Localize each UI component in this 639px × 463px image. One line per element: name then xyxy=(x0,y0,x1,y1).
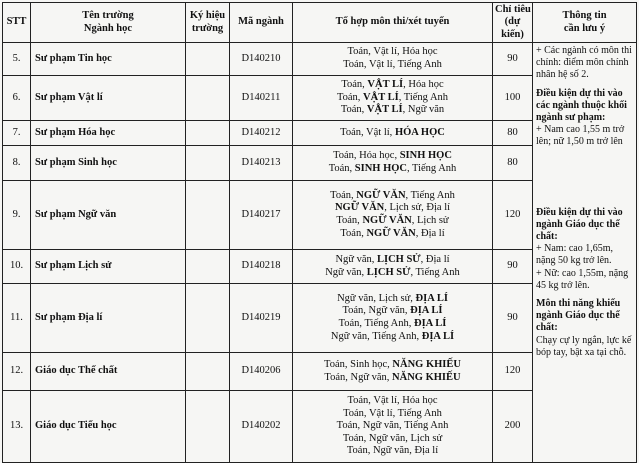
subject-combo-line xyxy=(295,202,490,215)
main-subject: NGỮ VĂN xyxy=(366,227,416,239)
note-main-subject: + Các ngành có môn thi chính: điểm môn chính nhân hệ số 2. xyxy=(536,45,632,81)
main-subject: LỊCH SỬ xyxy=(377,253,421,265)
row-quota: 80 xyxy=(493,146,533,181)
subject-text: Toán, Hóa học, xyxy=(333,150,400,162)
note-teacher-condition-title: Điều kiện dự thi vào các ngành thuộc khối ngành sư phạm: xyxy=(536,87,627,124)
main-subject: SINH HỌC xyxy=(399,150,452,162)
row-major-name: Sư phạm Ngữ văn xyxy=(31,181,186,250)
subject-text: Toán, xyxy=(330,189,357,201)
main-subject: SINH HỌC xyxy=(354,163,407,174)
header-name xyxy=(31,3,186,43)
row-major-code: D140206 xyxy=(230,353,293,391)
header-combo: Tổ hợp môn thi/xét tuyển xyxy=(293,3,493,43)
row-subject-combos xyxy=(293,121,493,146)
row-stt: 12. xyxy=(3,353,31,391)
main-subject: VẬT LÍ xyxy=(363,91,399,103)
subject-combo-line xyxy=(295,150,490,163)
row-stt: 6. xyxy=(3,76,31,121)
subject-text: Toán, Ngữ văn, Tiếng Anh xyxy=(336,420,449,432)
header-note xyxy=(533,3,637,43)
subject-text: Toán, Ngữ văn, Địa lí xyxy=(346,445,439,457)
row-school-code xyxy=(186,43,230,76)
main-subject: VẬT LÍ xyxy=(366,104,403,116)
row-major-code: D140217 xyxy=(230,181,293,250)
main-subject: ĐỊA LÍ xyxy=(415,292,448,304)
row-subject-combos xyxy=(293,284,493,353)
subject-text: Toán, Ngữ văn, xyxy=(342,305,411,317)
main-subject: ĐỊA LÍ xyxy=(410,305,443,317)
subject-text: Ngữ văn, Tiếng Anh, xyxy=(330,330,422,342)
row-subject-combos xyxy=(293,76,493,121)
row-school-code xyxy=(186,391,230,463)
row-school-code xyxy=(186,284,230,353)
subject-text: Toán, xyxy=(341,79,368,91)
subject-combo-line xyxy=(295,305,490,318)
header-name-line: Tên trường xyxy=(82,9,134,21)
header-quota-line: (dự xyxy=(504,16,521,28)
subject-combo-line xyxy=(295,59,490,72)
subject-text: Toán, xyxy=(340,227,367,239)
subject-text: , Tiếng Anh xyxy=(398,91,449,103)
row-stt: 13. xyxy=(3,391,31,463)
row-stt: 8. xyxy=(3,146,31,181)
subject-text: Toán, Sinh học, xyxy=(324,358,393,370)
subject-text: Toán, Vật lí, Tiếng Anh xyxy=(343,59,442,70)
subject-combo-line xyxy=(295,79,490,92)
row-major-name: Giáo dục Tiểu học xyxy=(31,391,186,463)
row-subject-combos xyxy=(293,391,493,463)
row-school-code xyxy=(186,250,230,284)
row-major-code: D140210 xyxy=(230,43,293,76)
row-major-code: D140212 xyxy=(230,121,293,146)
subject-combo-line xyxy=(295,190,490,203)
subject-text: , Địa lí xyxy=(415,227,445,239)
row-quota: 200 xyxy=(493,391,533,463)
row-major-name: Sư phạm Hóa học xyxy=(31,121,186,146)
table-body xyxy=(3,43,637,463)
row-school-code xyxy=(186,76,230,121)
row-major-code: D140213 xyxy=(230,146,293,181)
header-row xyxy=(3,3,637,43)
subject-combo-line xyxy=(295,92,490,105)
subject-text: Toán, Vật lí, Hóa học xyxy=(347,395,438,407)
note-pe-test: Chạy cự ly ngắn, lực kế bóp tay, bật xa tại chỗ. xyxy=(536,334,632,358)
main-subject: NGỮ VĂN xyxy=(356,189,406,201)
row-subject-combos xyxy=(293,250,493,284)
header-ky-hieu-line: trường xyxy=(191,22,224,34)
row-stt: 5. xyxy=(3,43,31,76)
row-stt: 7. xyxy=(3,121,31,146)
subject-combo-line xyxy=(295,420,490,433)
subject-combo-line xyxy=(295,331,490,344)
header-quota-line: kiến) xyxy=(501,28,524,40)
row-school-code xyxy=(186,181,230,250)
main-subject: HÓA HỌC xyxy=(394,126,445,138)
row-subject-combos xyxy=(293,43,493,76)
row-major-name: Sư phạm Sinh học xyxy=(31,146,186,181)
header-stt: STT xyxy=(3,3,31,43)
subject-text: , Tiếng Anh xyxy=(405,189,455,201)
subject-text: Ngữ văn, xyxy=(325,266,367,278)
note-teacher-condition: + Nam cao 1,55 m trở lên; nữ 1,50 m trở lên xyxy=(536,124,625,148)
subject-text: Toán, xyxy=(340,104,367,116)
subject-combo-line xyxy=(295,215,490,228)
row-quota: 120 xyxy=(493,353,533,391)
subject-combo-line xyxy=(295,46,490,59)
main-subject: NGỮ VĂN xyxy=(334,202,385,214)
table-row xyxy=(3,43,637,76)
header-ky-hieu-line: Ký hiệu xyxy=(189,9,226,21)
row-major-name: Sư phạm Lịch sử xyxy=(31,250,186,284)
subject-text: , Địa lí xyxy=(420,253,450,265)
row-subject-combos xyxy=(293,353,493,391)
row-quota: 80 xyxy=(493,121,533,146)
subject-text: Toán, Vật lí, xyxy=(340,126,395,138)
row-major-code: D140211 xyxy=(230,76,293,121)
subject-combo-line xyxy=(295,104,490,117)
row-stt: 10. xyxy=(3,250,31,284)
subject-text: Toán, xyxy=(336,215,363,226)
subject-combo-line xyxy=(295,228,490,241)
header-note-line: cần lưu ý xyxy=(563,22,606,34)
row-major-name: Sư phạm Tin học xyxy=(31,43,186,76)
subject-text: Toán, Vật lí, Hóa học xyxy=(347,46,438,58)
note-pe-test-title: Môn thi năng khiếu ngành Giáo dục thể chất: xyxy=(536,298,621,334)
subject-combo-line xyxy=(295,445,490,458)
header-note-line: Thông tin xyxy=(562,9,607,21)
row-major-name: Giáo dục Thể chất xyxy=(31,353,186,391)
row-major-code: D140202 xyxy=(230,391,293,463)
main-subject: ĐỊA LÍ xyxy=(421,330,455,342)
row-subject-combos xyxy=(293,181,493,250)
main-subject: NĂNG KHIẾU xyxy=(392,371,461,383)
row-school-code xyxy=(186,146,230,181)
subject-combo-line xyxy=(295,433,490,446)
subject-combo-line xyxy=(295,254,490,267)
subject-text: Ngữ văn, xyxy=(335,253,377,265)
row-quota: 90 xyxy=(493,43,533,76)
row-subject-combos xyxy=(293,146,493,181)
header-ky-hieu xyxy=(186,3,230,43)
subject-text: Toán, xyxy=(336,91,364,103)
header-quota xyxy=(493,3,533,43)
subject-combo-line xyxy=(295,293,490,306)
main-subject: NGỮ VĂN xyxy=(362,215,412,226)
subject-combo-line xyxy=(295,359,490,372)
note-pe-condition-title: Điều kiện dự thi vào ngành Giáo dục thể chất: xyxy=(536,206,623,243)
main-subject: ĐỊA LÍ xyxy=(414,318,447,329)
subject-combo-line xyxy=(295,395,490,408)
row-major-code: D140219 xyxy=(230,284,293,353)
header-name-line: Ngành học xyxy=(83,22,133,34)
row-quota: 90 xyxy=(493,284,533,353)
main-subject: NĂNG KHIẾU xyxy=(392,358,461,370)
row-school-code xyxy=(186,353,230,391)
notes-cell xyxy=(533,43,637,463)
subject-combo-line xyxy=(295,267,490,280)
row-major-name: Sư phạm Địa lí xyxy=(31,284,186,353)
row-major-name: Sư phạm Vật lí xyxy=(31,76,186,121)
subject-text: , Lịch sử xyxy=(411,215,449,226)
subject-text: , Tiếng Anh xyxy=(410,266,460,278)
subject-text: Toán, Vật lí, Tiếng Anh xyxy=(343,407,442,419)
main-subject: LỊCH SỬ xyxy=(366,266,411,278)
subject-combo-line xyxy=(295,318,490,331)
subject-text: , Lịch sử, Địa lí xyxy=(384,202,451,214)
subject-text: Toán, Ngữ văn, Lịch sử xyxy=(342,432,443,444)
admissions-table xyxy=(2,2,637,463)
row-quota: 120 xyxy=(493,181,533,250)
subject-text: , Hóa học xyxy=(403,79,444,91)
subject-text: Toán, Ngữ văn, xyxy=(324,371,393,383)
header-quota-line: Chỉ tiêu xyxy=(495,3,531,15)
subject-text: , Tiếng Anh xyxy=(407,163,457,174)
subject-combo-line xyxy=(295,408,490,421)
row-stt: 9. xyxy=(3,181,31,250)
row-quota: 90 xyxy=(493,250,533,284)
header-code: Mã ngành xyxy=(230,3,293,43)
row-school-code xyxy=(186,121,230,146)
row-major-code: D140218 xyxy=(230,250,293,284)
subject-text: Ngữ văn, Lịch sử, xyxy=(337,292,416,304)
subject-text: Toán, Tiếng Anh, xyxy=(338,318,414,329)
note-pe-male: + Nam: cao 1,65m, nặng 50 kg trở lên. xyxy=(536,243,614,267)
note-pe-female: + Nữ: cao 1,55m, nặng 45 kg trở lên. xyxy=(536,267,629,291)
subject-combo-line xyxy=(295,127,490,140)
subject-combo-line xyxy=(295,372,490,385)
row-quota: 100 xyxy=(493,76,533,121)
subject-combo-line xyxy=(295,163,490,176)
subject-text: , Ngữ văn xyxy=(402,104,445,116)
row-stt: 11. xyxy=(3,284,31,353)
main-subject: VẬT LÍ xyxy=(367,79,404,91)
subject-text: Toán, xyxy=(328,163,355,174)
